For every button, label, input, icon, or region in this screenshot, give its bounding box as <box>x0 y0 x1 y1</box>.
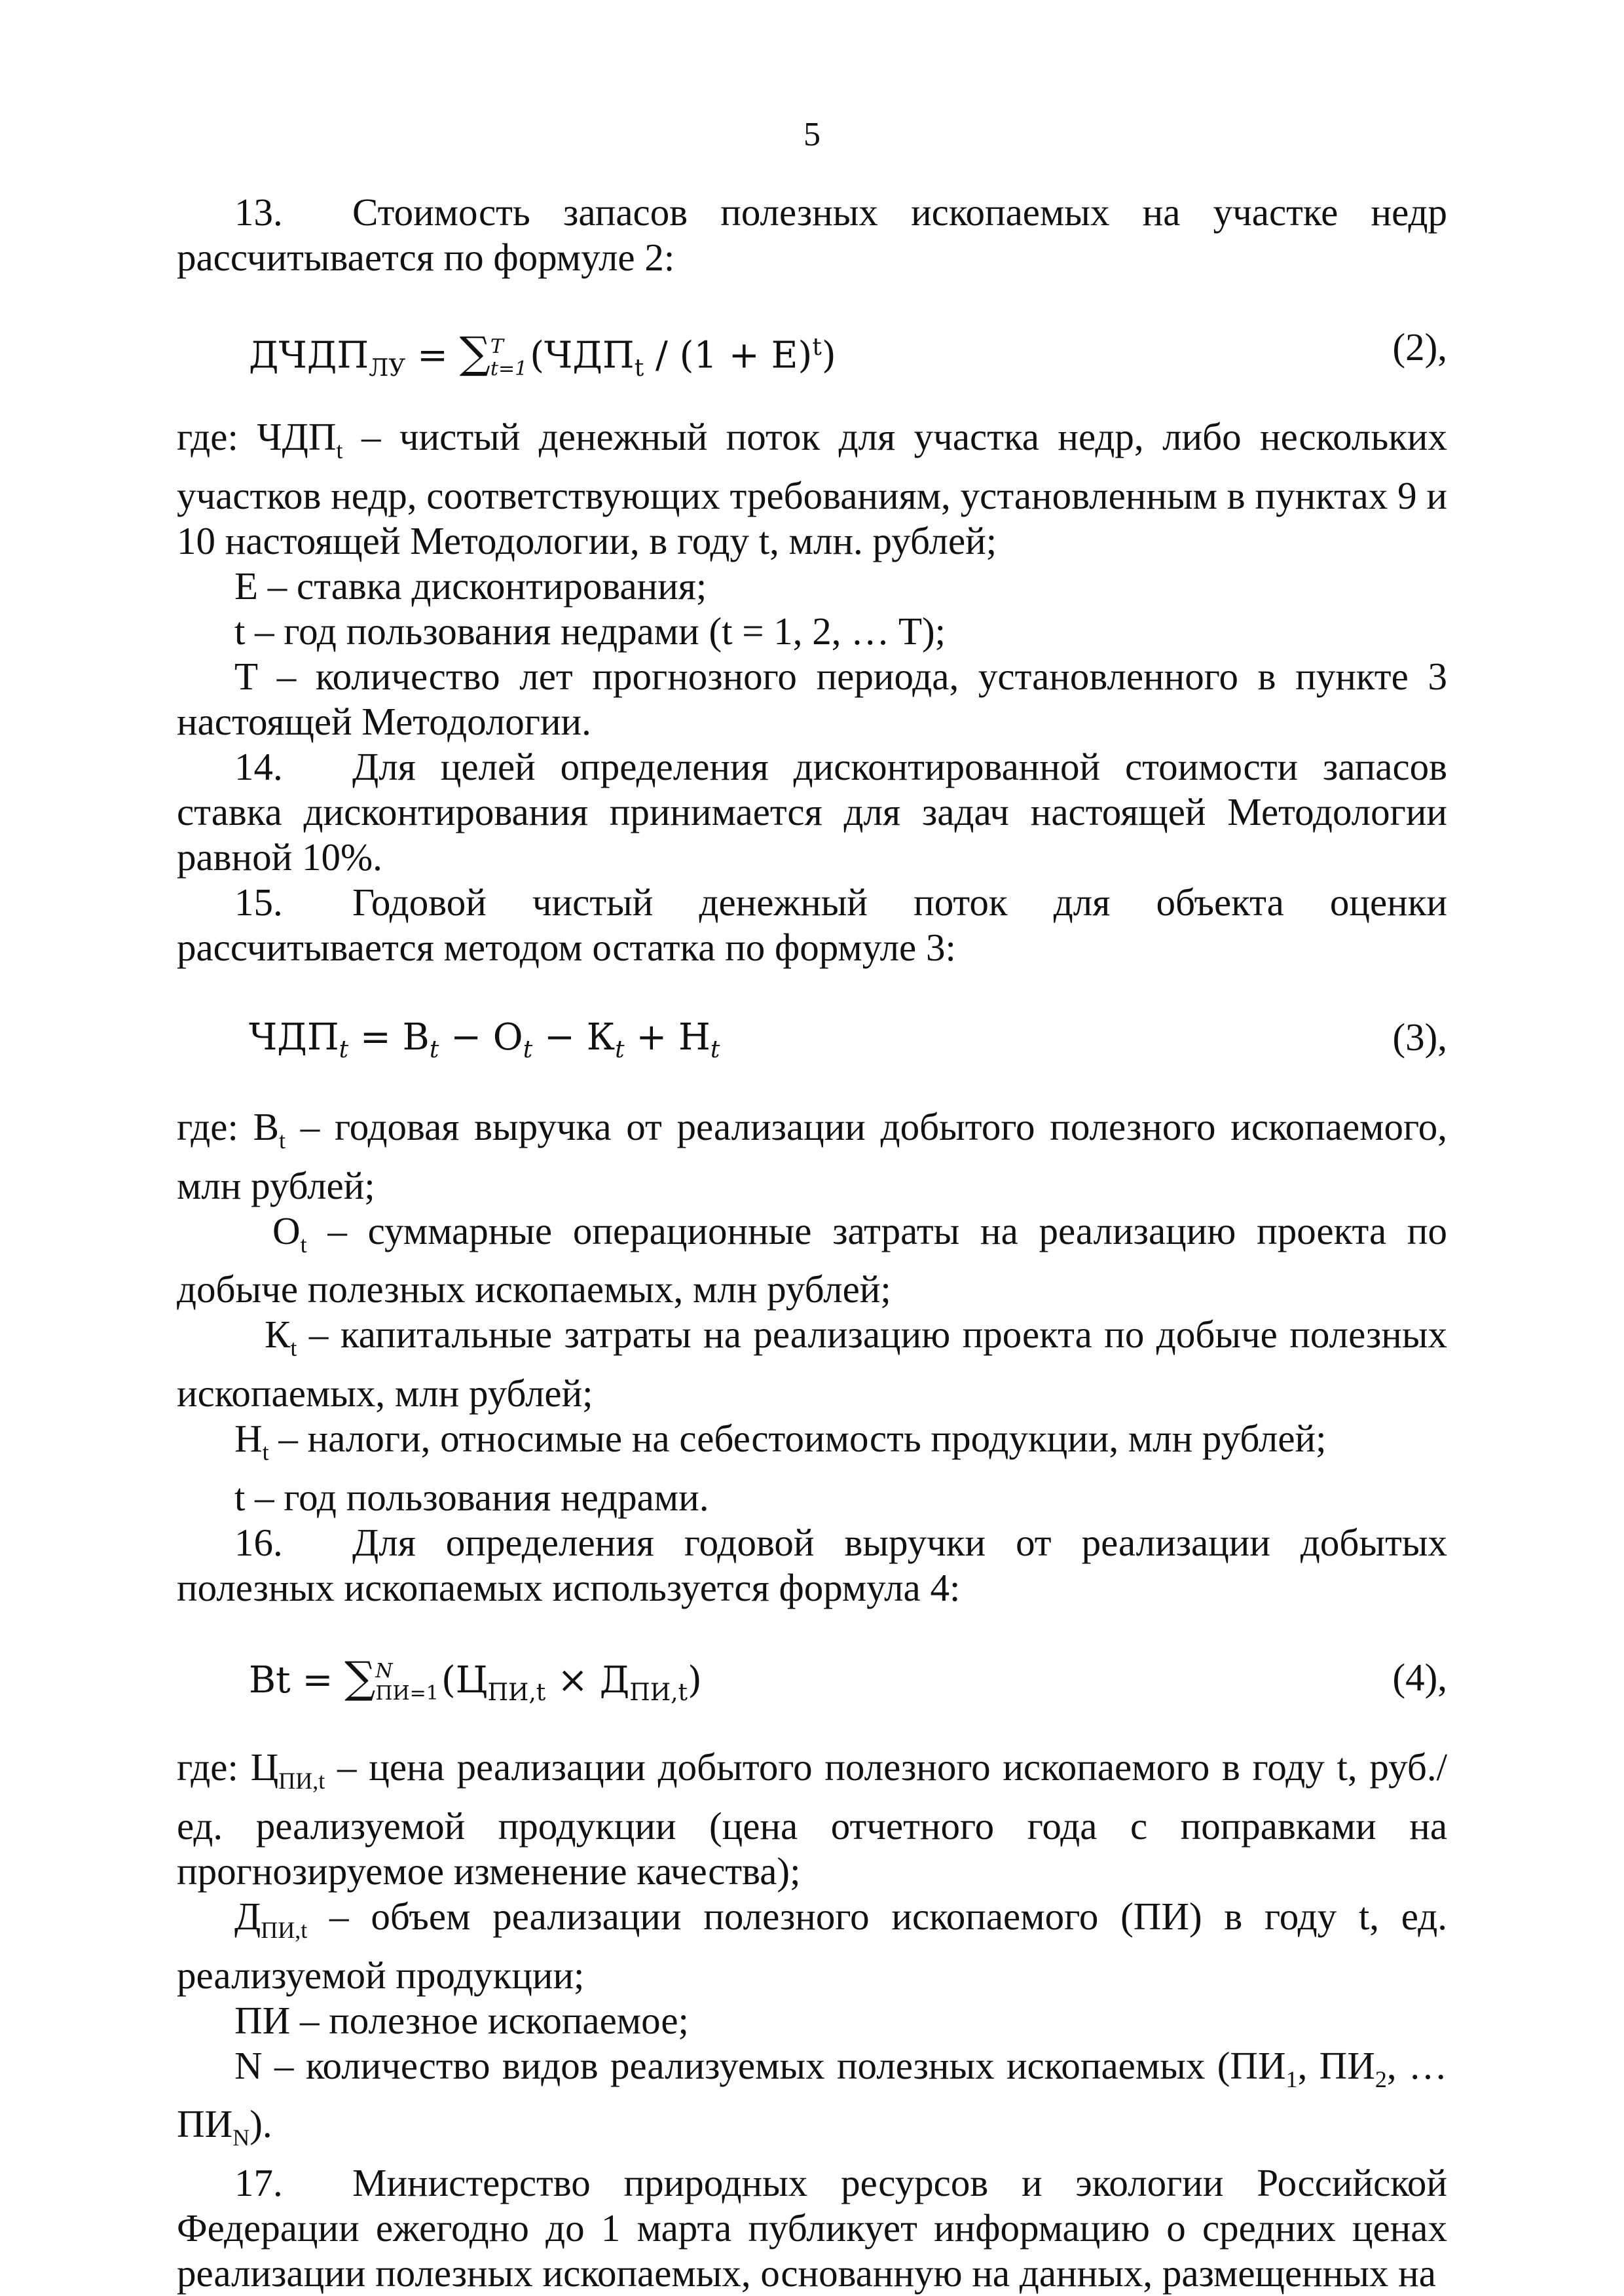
paragraph-16 <box>177 1520 1447 1611</box>
definition-t: t – год пользования недрами (t = 1, 2, … T); <box>234 609 946 653</box>
definition-pi: ПИ – полезное ископаемое; <box>234 1998 689 2042</box>
item-number-13: 13. <box>234 191 283 234</box>
sum-symbol-icon: ∑ <box>459 327 490 378</box>
definition-nt: $Н_t$ – налоги, относимые на себестоимость продукции, млн рублей; <box>234 1417 1327 1465</box>
paragraph-13 <box>177 190 1447 280</box>
paragraph-15-text: Годовой чистый денежный поток для объекта оценки рассчитывается методом остатка по формуле 3: <box>177 880 1447 969</box>
formula-3 <box>177 1015 1447 1063</box>
paragraph-13-text: Стоимость запасов полезных ископаемых на участке недр рассчитывается по формуле 2: <box>177 191 1447 279</box>
definition-kt: $К_t$ – капитальные затраты на реализацию проекта по добыче полезных ископаемых, млн рублей; <box>177 1313 1447 1415</box>
sum-limits: N ПИ=1 <box>375 1660 439 1705</box>
paragraph-17 <box>177 2160 1447 2296</box>
definition-e: E – ставка дисконтирования; <box>234 564 707 608</box>
page-number: 5 <box>803 116 821 153</box>
paragraph-15 <box>177 880 1447 970</box>
definition-volume: $Д_{ПИ,t}$ – объем реализации полезного ископаемого (ПИ) в году t, ед. реализуемой продукции; <box>177 1894 1447 1997</box>
formula-3-expression: $ЧДП_t = В_t - О_t - К_t + Н_t$ <box>249 1015 720 1063</box>
item-number-16: 16. <box>234 1520 283 1564</box>
formula-2-expression: $ДЧДП_{ЛУ}$ = ∑ T t=1 $(ЧДП_t / (1 + E)^t)$ <box>249 327 836 382</box>
paragraph-16-text: Для определения годовой выручки от реализации добытых полезных ископаемых используется формула 4: <box>177 1520 1447 1609</box>
formula-3-number: (3), <box>1392 1015 1447 1059</box>
definition-cdpt: где: $ЧДП_t$ – чистый денежный поток для участка недр, либо нескольких участков недр, соответствующих требованиям, установленным в пунктах 9 и 10 настоящей Методологии, в году t, млн. рублей; <box>177 415 1447 562</box>
definition-n: N – количество видов реализуемых полезных ископаемых ($ПИ_1$, $ПИ_2$, $\dots ПИ_N$). <box>177 2043 1447 2151</box>
formula-4 <box>177 1652 1447 1707</box>
sum-symbol-icon: ∑ <box>344 1652 376 1703</box>
document-body <box>177 190 1447 2296</box>
definition-t-2: t – год пользования недрами. <box>234 1475 709 1519</box>
item-number-14: 14. <box>234 744 283 788</box>
definition-ot: $О_t$ – суммарные операционные затраты на реализацию проекта по добыче полезных ископаемых, млн рублей; <box>177 1209 1447 1311</box>
formula-2-number: (2), <box>1392 325 1447 369</box>
sum-limits: T t=1 <box>490 335 528 381</box>
paragraph-14-text: Для целей определения дисконтированной стоимости запасов ставка дисконтирования принимается для задач настоящей Методологии равной 10%. <box>177 744 1447 879</box>
definition-price: где: $Ц_{ПИ,t}$ – цена реализации добытого полезного ископаемого в году t, руб./ед. реализуемой продукции (цена отчетного года с поправками на прогнозируемое изменение качества); <box>177 1745 1447 1893</box>
paragraph-14 <box>177 744 1447 880</box>
formula-4-number: (4), <box>1392 1655 1447 1699</box>
paragraph-17-text: Министерство природных ресурсов и экологии Российской Федерации ежегодно до 1 марта публикует информацию о средних ценах реализации полезных ископаемых, основанную на данных, размещенных на <box>177 2161 1447 2295</box>
item-number-15: 15. <box>234 880 283 924</box>
formula-2 <box>177 325 1447 382</box>
item-number-17: 17. <box>234 2161 283 2205</box>
definition-bt: где: $В_t$ – годовая выручка от реализации добытого полезного ископаемого, млн рублей; <box>177 1104 1447 1207</box>
definition-T: T – количество лет прогнозного периода, установленного в пункте 3 настоящей Методологии. <box>177 654 1447 743</box>
formula-4-expression: Вt = ∑ N ПИ=1 $(Ц_{ПИ,t} \times Д_{ПИ,t})$ <box>249 1652 702 1707</box>
